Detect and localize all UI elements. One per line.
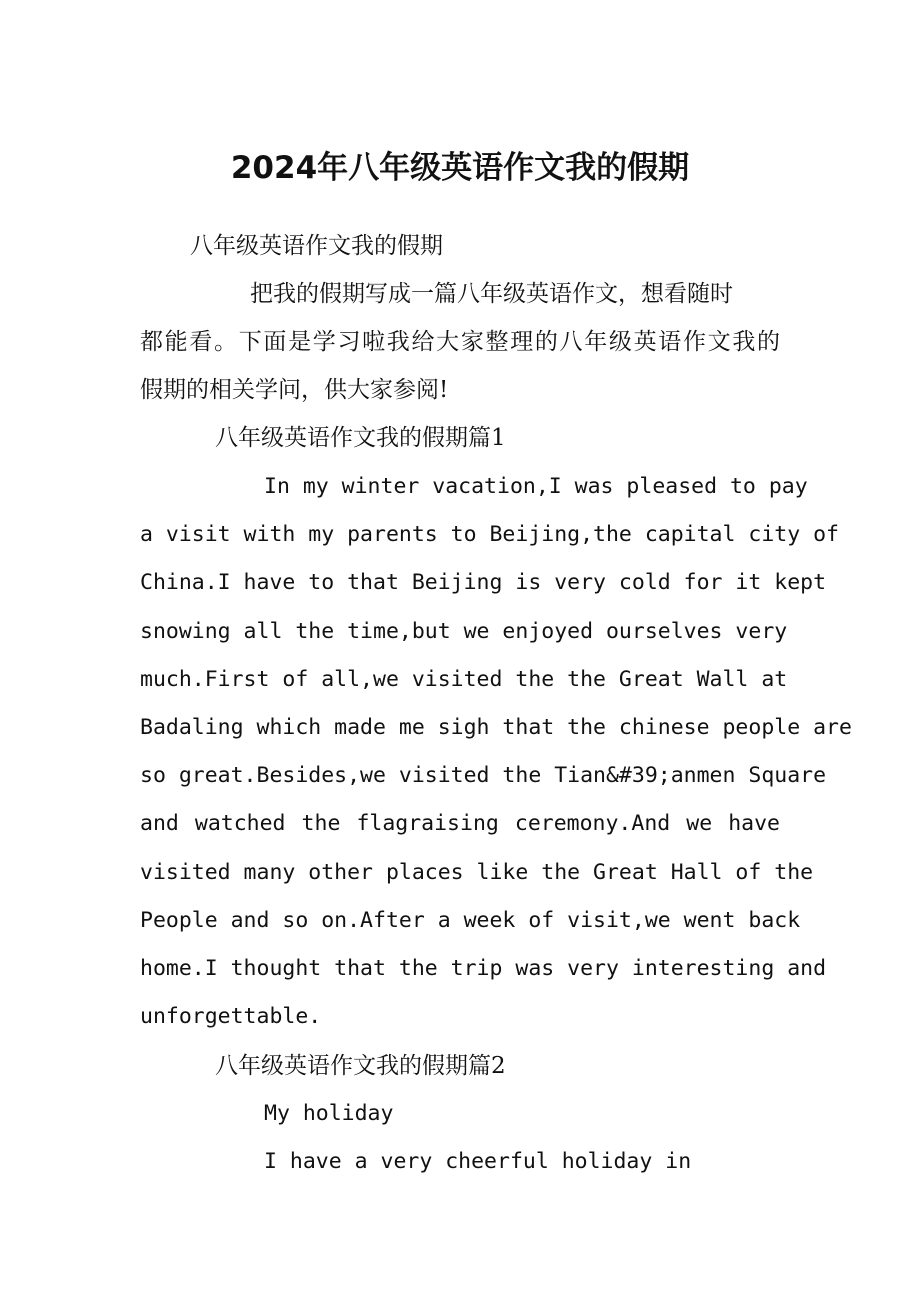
essay-line: China.I have to that Beijing is very cold for it kept (140, 570, 827, 595)
essay-line: snowing all the time,but we enjoyed ourselves very (140, 619, 788, 644)
document-title: 2024年八年级英语作文我的假期 (230, 150, 690, 186)
essay-line: unforgettable. (140, 1004, 322, 1029)
section-heading: 八年级英语作文我的假期篇1 (215, 425, 506, 451)
essay-line: I have a very cheerful holiday in (264, 1149, 692, 1174)
subtitle: 八年级英语作文我的假期 (190, 233, 443, 259)
essay-line: visited many other places like the Great Hall of the (140, 860, 814, 885)
essay-line: so great.Besides,we visited the Tian&#39;anmen Square (140, 763, 827, 788)
intro-line: 假期的相关学问，供大家参阅! (140, 377, 449, 403)
essay-line: My holiday (264, 1101, 394, 1126)
essay-line: a visit with my parents to Beijing,the capital city of (140, 522, 839, 547)
intro-line: 把我的假期写成一篇八年级英语作文，想看随时 (250, 281, 733, 307)
essay-line: home.I thought that the trip was very interesting and (140, 956, 827, 981)
section-heading: 八年级英语作文我的假期篇2 (215, 1053, 506, 1079)
essay-line: In my winter vacation,I was pleased to pay (264, 474, 808, 499)
essay-line: much.First of all,we visited the the Great Wall at (140, 667, 788, 692)
intro-line: 都能看。下面是学习啦我给大家整理的八年级英语作文我的 (140, 329, 780, 355)
essay-line: Badaling which made me sigh that the chinese people are (140, 715, 852, 740)
essay-line: and watched the flagraising ceremony.And we have (140, 811, 780, 836)
essay-line: People and so on.After a week of visit,we went back (140, 908, 801, 933)
